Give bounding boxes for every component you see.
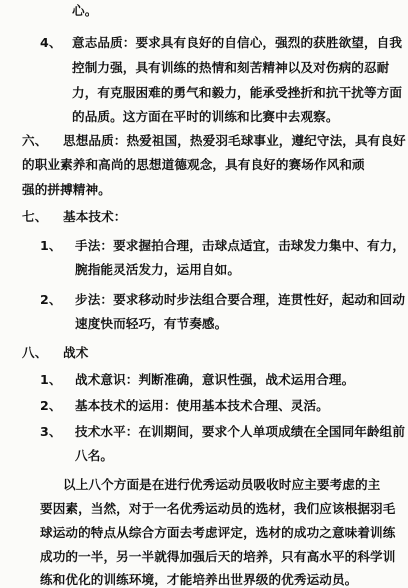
section-heading: 基本技术： [63, 209, 127, 224]
item-number: 2、 [40, 398, 62, 413]
text-line: 思想品质：热爱祖国，热爱羽毛球事业，遵纪守法，具有良好 [63, 133, 406, 148]
text-line: 强的拼搏精神。 [22, 182, 111, 197]
text-line: 心。 [72, 3, 98, 18]
text-line: 力，有克服困难的勇气和毅力，能承受挫折和抗干扰等方面 [72, 85, 403, 100]
text-line: 控制力强，具有训练的热情和刻苦精神以及对伤病的忍耐 [72, 60, 390, 75]
item-number: 2、 [40, 292, 62, 307]
text-line: 基本技术的运用：使用基本技术合理、灵活。 [75, 398, 329, 413]
text-line: 练和优化的训练环境，才能培养出世界级的优秀运动员。 [40, 572, 358, 587]
item-number: 4、 [40, 35, 62, 50]
section-heading: 战术 [63, 345, 89, 360]
text-line: 步法：要求移动时步法组合要合理，连贯性好，起动和回动 [75, 292, 406, 307]
text-line: 腕指能灵活发力，运用自如。 [75, 262, 241, 277]
text-line: 战术意识：判断准确，意识性强，战术运用合理。 [75, 372, 355, 387]
item-number: 1、 [40, 238, 62, 253]
text-line: 技术水平：在训期间，要求个人单项成绩在全国同年龄组前 [75, 424, 406, 439]
item-number: 3、 [40, 424, 62, 439]
section-number: 七、 [22, 209, 48, 224]
section-number: 八、 [22, 345, 48, 360]
text-line: 速度快而轻巧，有节奏感。 [75, 316, 228, 331]
item-number: 1、 [40, 372, 62, 387]
text-line: 的品质。这方面在平时的训练和比赛中去观察。 [72, 109, 339, 124]
section-number: 六、 [22, 133, 48, 148]
text-line: 以上八个方面是在进行优秀运动员吸收时应主要考虑的主 [63, 477, 381, 492]
text-line: 要因素，当然，对于一名优秀运动员的选材，我们应该根据羽毛 [40, 501, 396, 516]
text-line: 八名。 [75, 448, 114, 463]
text-line: 球运动的特点从综合方面去考虑评定，选材的成功之意味着训练 [40, 525, 396, 540]
text-line: 成功的一半，另一半就得加强后天的培养，只有高水平的科学训 [40, 549, 396, 564]
text-line: 的职业素养和高尚的思想道德观念，具有良好的赛场作风和顽 [22, 157, 365, 172]
text-line: 手法：要求握拍合理，击球点适宜，击球发力集中、有力， [75, 238, 406, 253]
text-line: 意志品质：要求具有良好的自信心，强烈的获胜欲望，自我 [72, 35, 403, 50]
